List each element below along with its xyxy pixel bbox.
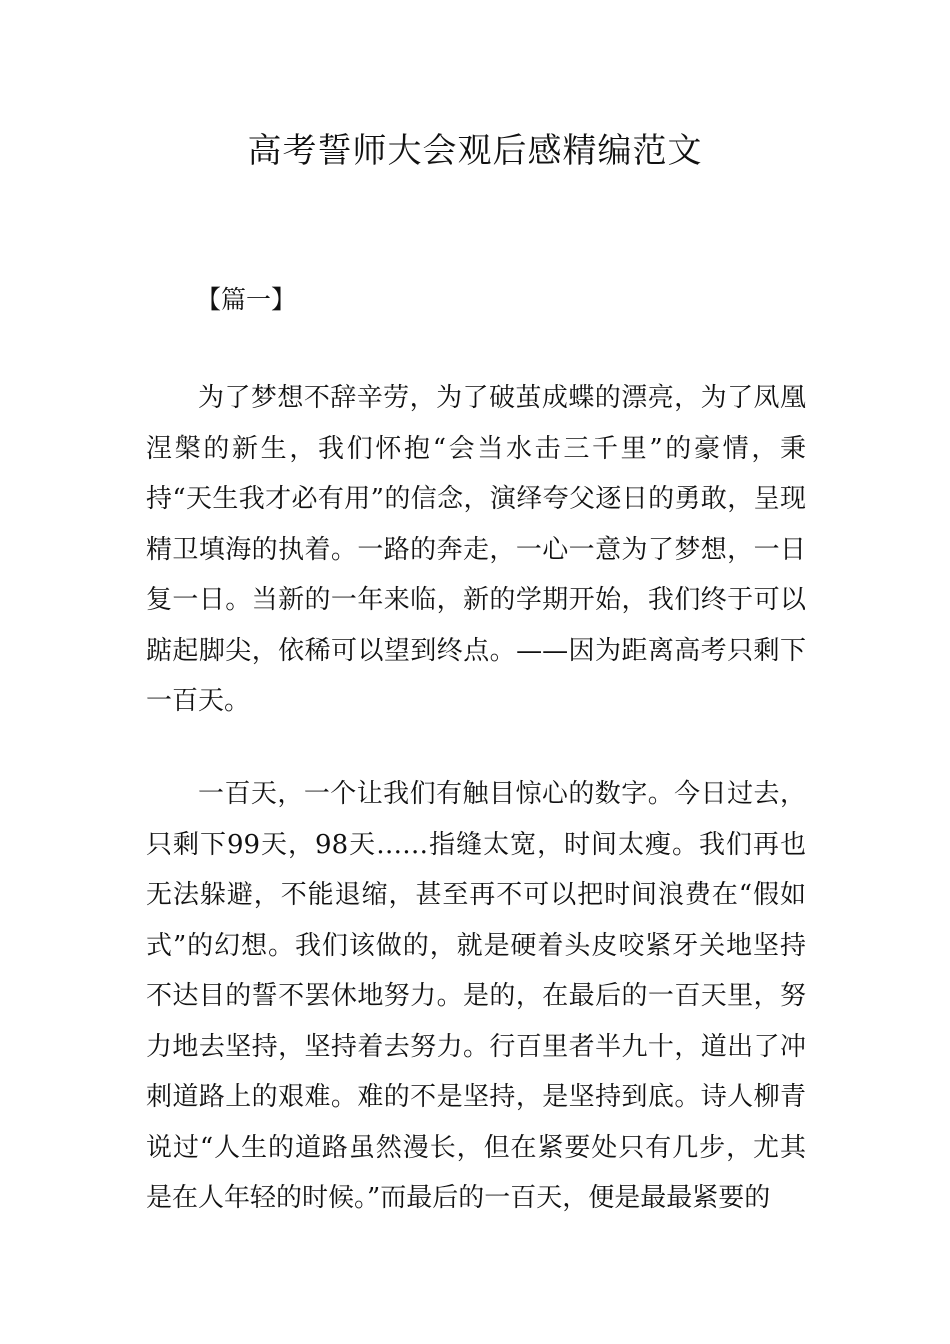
document-title: 高考誓师大会观后感精编范文: [247, 131, 703, 171]
section-heading: 【篇一】: [196, 285, 297, 314]
paragraph-1: 为了梦想不辞辛劳，为了破茧成蝶的漂亮，为了凤凰涅槃的新生，我们怀抱“会当水击三千里”的豪情，秉持“天生我才必有用”的信念，演绎夸父逐日的勇敢，呈现精卫填海的执着。一路的奔走，一心一意为了梦想，一日复一日。当新的一年来临，新的学期开始，我们终于可以踮起脚尖，依稀可以望到终点。——因为距离高考只剩下一百天。: [146, 383, 806, 716]
paragraph-2: 一百天，一个让我们有触目惊心的数字。今日过去，只剩下99天，98天……指缝太宽，时间太瘦。我们再也无法躲避，不能退缩，甚至再不可以把时间浪费在“假如式”的幻想。我们该做的，就是硬着头皮咬紧牙关地坚持不达目的誓不罢休地努力。是的，在最后的一百天里，努力地去坚持，坚持着去努力。行百里者半九十，道出了冲刺道路上的艰难。难的不是坚持，是坚持到底。诗人柳青说过“人生的道路虽然漫长，但在紧要处只有几步，尤其是在人年轻的时候。”而最后的一百天，便是最最紧要的: [146, 779, 806, 1213]
